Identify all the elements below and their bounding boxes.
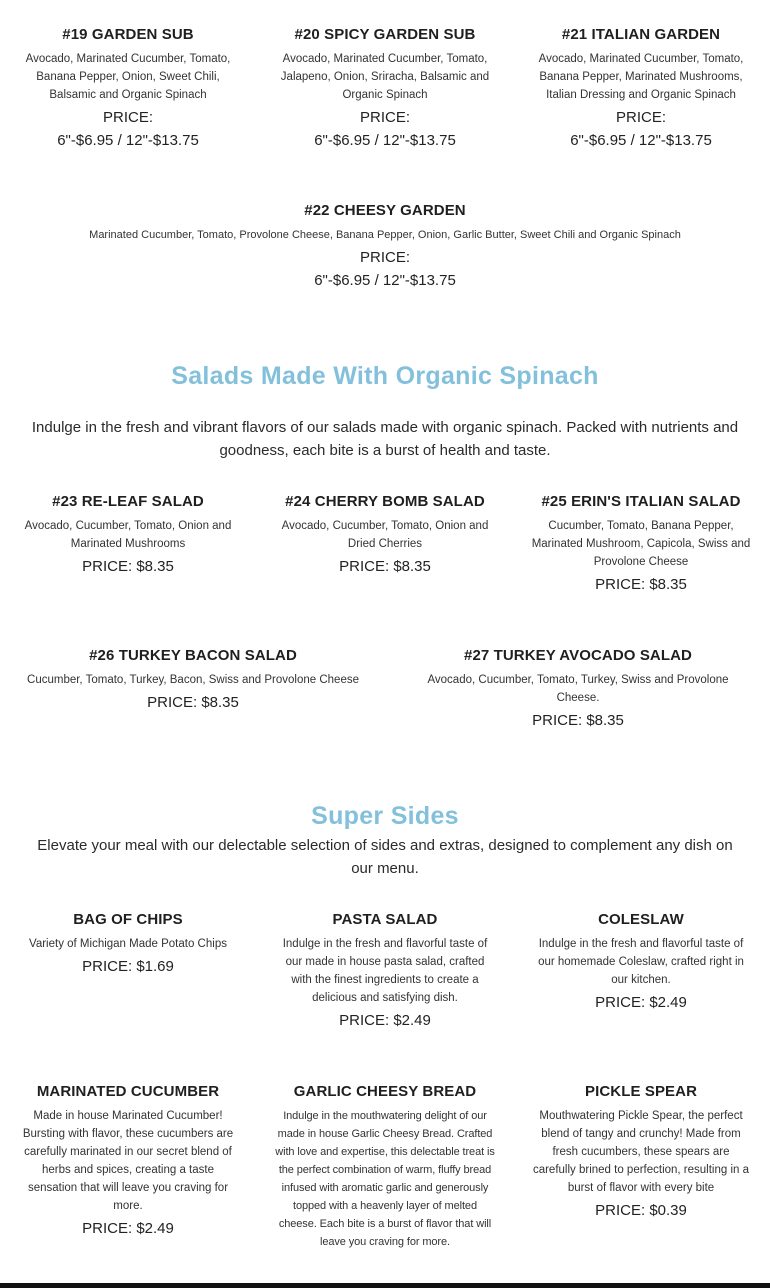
item-price: PRICE: $8.35 [82,558,174,575]
item-name: #27 TURKEY AVOCADO SALAD [464,647,692,664]
price-label: PRICE: [615,109,666,126]
menu-item-spicy-garden-sub [275,25,495,152]
item-description: Cucumber, Tomato, Turkey, Bacon, Swiss and Provolone Cheese [27,674,359,686]
item-price: PRICE: $8.35 [339,558,431,575]
menu-item-bag-of-chips [18,910,238,978]
item-price: 6"-$6.95 / 12"-$13.75 [57,132,199,149]
item-description: Avocado, Marinated Cucumber, Tomato, Banana Pepper, Onion, Sweet Chili, Balsamic and Organic Spinach [25,53,231,101]
item-description: Avocado, Cucumber, Tomato, Onion and Dried Cherries [281,520,489,550]
item-price: PRICE: $1.69 [82,958,174,975]
item-description: Marinated Cucumber, Tomato, Provolone Cheese, Banana Pepper, Onion, Garlic Butter, Sweet Chili and Organic Spinach [89,229,681,241]
item-price: PRICE: $8.35 [595,576,687,593]
price-label: PRICE: [359,249,410,266]
item-price: PRICE: $8.35 [532,712,624,729]
item-description: Cucumber, Tomato, Banana Pepper, Marinated Mushroom, Capicola, Swiss and Provolone Cheese [531,520,751,568]
item-price: PRICE: $2.49 [82,1220,174,1237]
item-name: MARINATED CUCUMBER [36,1083,220,1100]
item-name: #21 ITALIAN GARDEN [561,26,721,43]
item-price: PRICE: $8.35 [147,694,239,711]
item-name: PICKLE SPEAR [584,1083,698,1100]
item-name: PASTA SALAD [332,911,438,928]
price-label: PRICE: [102,109,153,126]
item-price: 6"-$6.95 / 12"-$13.75 [570,132,712,149]
menu-item-cherry-bomb-salad [275,492,495,578]
salads-section-intro: Indulge in the fresh and vibrant flavors of our salads made with organic spinach. Packed with nutrients and goodness, each bite is a burst of health and taste. [31,419,739,459]
menu-item-turkey-avocado-salad [418,646,738,732]
menu-item-turkey-bacon-salad [18,646,368,714]
item-name: #20 SPICY GARDEN SUB [294,26,476,43]
item-name: BAG OF CHIPS [73,911,183,928]
item-description: Mouthwatering Pickle Spear, the perfect blend of tangy and crunchy! Made from fresh cucumbers, these spears are carefully brined to perfection, resulting in a burst of flavor with every bite [532,1110,750,1194]
item-description: Indulge in the mouthwatering delight of our made in house Garlic Cheesy Bread. Crafted with love and expertise, this delectable treat is the perfect combination of warm, fluffy bread infused with aromatic garlic and generously topped with a heavenly layer of melted cheese. Each bite is a burst of flavor that will leave you craving for more. [275,1110,495,1248]
item-name: #24 CHERRY BOMB SALAD [285,493,485,510]
price-label: PRICE: [359,109,410,126]
menu-item-garlic-cheesy-bread [275,1082,495,1251]
item-description: Avocado, Marinated Cucumber, Tomato, Banana Pepper, Marinated Mushrooms, Italian Dressing and Organic Spinach [538,53,744,101]
item-description: Avocado, Cucumber, Tomato, Onion and Marinated Mushrooms [24,520,232,550]
menu-item-coleslaw [531,910,751,1014]
item-description: Indulge in the fresh and flavorful taste of our made in house pasta salad, crafted with the finest ingredients to create a delicious and satisfying dish. [282,938,488,1004]
menu-item-erins-italian-salad [531,492,751,596]
menu-item-cheesy-garden [35,201,735,292]
item-name: #22 CHEESY GARDEN [304,202,466,219]
item-name: COLESLAW [598,911,684,928]
salads-section-title: Salads Made With Organic Spinach [171,362,599,390]
item-name: #25 ERIN'S ITALIAN SALAD [541,493,741,510]
menu-item-marinated-cucumber [18,1082,238,1240]
item-name: #26 TURKEY BACON SALAD [89,647,297,664]
menu-item-pasta-salad [275,910,495,1032]
item-description: Indulge in the fresh and flavorful taste of our homemade Coleslaw, crafted right in our kitchen. [538,938,744,986]
menu-item-pickle-spear [531,1082,751,1222]
item-description: Avocado, Marinated Cucumber, Tomato, Jalapeno, Onion, Sriracha, Balsamic and Organic Spinach [280,53,490,101]
menu-item-re-leaf-salad [18,492,238,578]
item-price: PRICE: $0.39 [595,1202,687,1219]
item-description: Avocado, Cucumber, Tomato, Turkey, Swiss and Provolone Cheese. [427,674,729,704]
item-name: GARLIC CHEESY BREAD [293,1083,477,1100]
item-price: 6"-$6.95 / 12"-$13.75 [314,272,456,289]
sides-section-intro: Elevate your meal with our delectable selection of sides and extras, designed to complement any dish on our menu. [37,837,733,877]
bottom-bar [0,1283,770,1288]
item-price: PRICE: $2.49 [339,1012,431,1029]
item-description: Variety of Michigan Made Potato Chips [29,938,227,950]
sides-section-title: Super Sides [311,802,459,830]
item-description: Made in house Marinated Cucumber! Bursting with flavor, these cucumbers are carefully marinated in our secret blend of herbs and spices, creating a taste sensation that will leave you craving for more. [22,1110,234,1212]
menu-item-garden-sub [18,25,238,152]
item-name: #19 GARDEN SUB [62,26,194,43]
item-name: #23 RE-LEAF SALAD [52,493,204,510]
item-price: 6"-$6.95 / 12"-$13.75 [314,132,456,149]
menu-item-italian-garden [531,25,751,152]
item-price: PRICE: $2.49 [595,994,687,1011]
